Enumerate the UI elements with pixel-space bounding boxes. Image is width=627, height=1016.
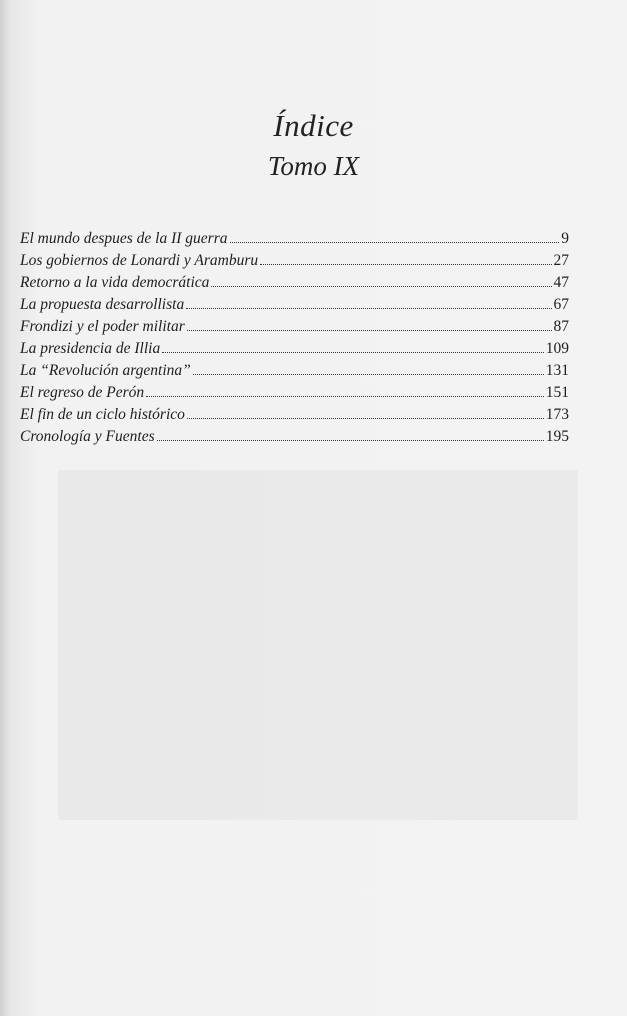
- toc-entry-page: 109: [545, 340, 569, 357]
- toc-entry-page: 131: [545, 362, 569, 379]
- toc-entry-page: 27: [553, 252, 569, 269]
- toc-entry-title: La presidencia de Illia: [20, 340, 161, 357]
- toc-entry: [20, 338, 569, 360]
- toc-entry-title: La propuesta desarrollista: [20, 296, 185, 313]
- toc-entry-title: El regreso de Perón: [20, 384, 145, 401]
- page-title: Índice: [273, 108, 354, 143]
- toc-leader-dots: [193, 373, 544, 375]
- toc-entry: [20, 382, 569, 404]
- toc-entry: [20, 228, 569, 250]
- toc-leader-dots: [186, 307, 551, 309]
- toc-entry-title: El mundo despues de la II guerra: [20, 230, 228, 247]
- toc-leader-dots: [230, 241, 560, 243]
- toc-leader-dots: [162, 351, 544, 353]
- toc-leader-dots: [157, 439, 544, 441]
- toc-entry-title: Retorno a la vida democrática: [20, 274, 210, 291]
- table-of-contents: [20, 228, 569, 448]
- toc-entry-page: 9: [561, 230, 569, 247]
- toc-entry-page: 47: [553, 274, 569, 291]
- toc-entry-page: 87: [553, 318, 569, 335]
- toc-entry: [20, 404, 569, 426]
- toc-leader-dots: [187, 329, 552, 331]
- toc-leader-dots: [187, 417, 544, 419]
- toc-entry: [20, 360, 569, 382]
- toc-entry-page: 67: [553, 296, 569, 313]
- toc-entry-title: El fin de un ciclo histórico: [20, 406, 185, 423]
- toc-entry: [20, 250, 569, 272]
- volume-subtitle: Tomo IX: [267, 151, 360, 181]
- toc-entry-title: Frondizi y el poder militar: [20, 318, 185, 335]
- toc-entry-page: 195: [545, 428, 569, 445]
- toc-entry: [20, 272, 569, 294]
- toc-entry-title: La “Revolución argentina”: [20, 362, 191, 379]
- toc-entry-title: Los gobiernos de Lonardi y Aramburu: [20, 252, 259, 269]
- toc-entry-page: 151: [545, 384, 569, 401]
- bleed-through-image: [58, 470, 578, 820]
- toc-entry: [20, 316, 569, 338]
- toc-leader-dots: [146, 395, 544, 397]
- toc-entry: [20, 294, 569, 316]
- toc-entry: [20, 426, 569, 448]
- toc-leader-dots: [211, 285, 551, 287]
- toc-entry-title: Cronología y Fuentes: [20, 428, 155, 445]
- toc-leader-dots: [260, 263, 551, 265]
- toc-entry-page: 173: [545, 406, 569, 423]
